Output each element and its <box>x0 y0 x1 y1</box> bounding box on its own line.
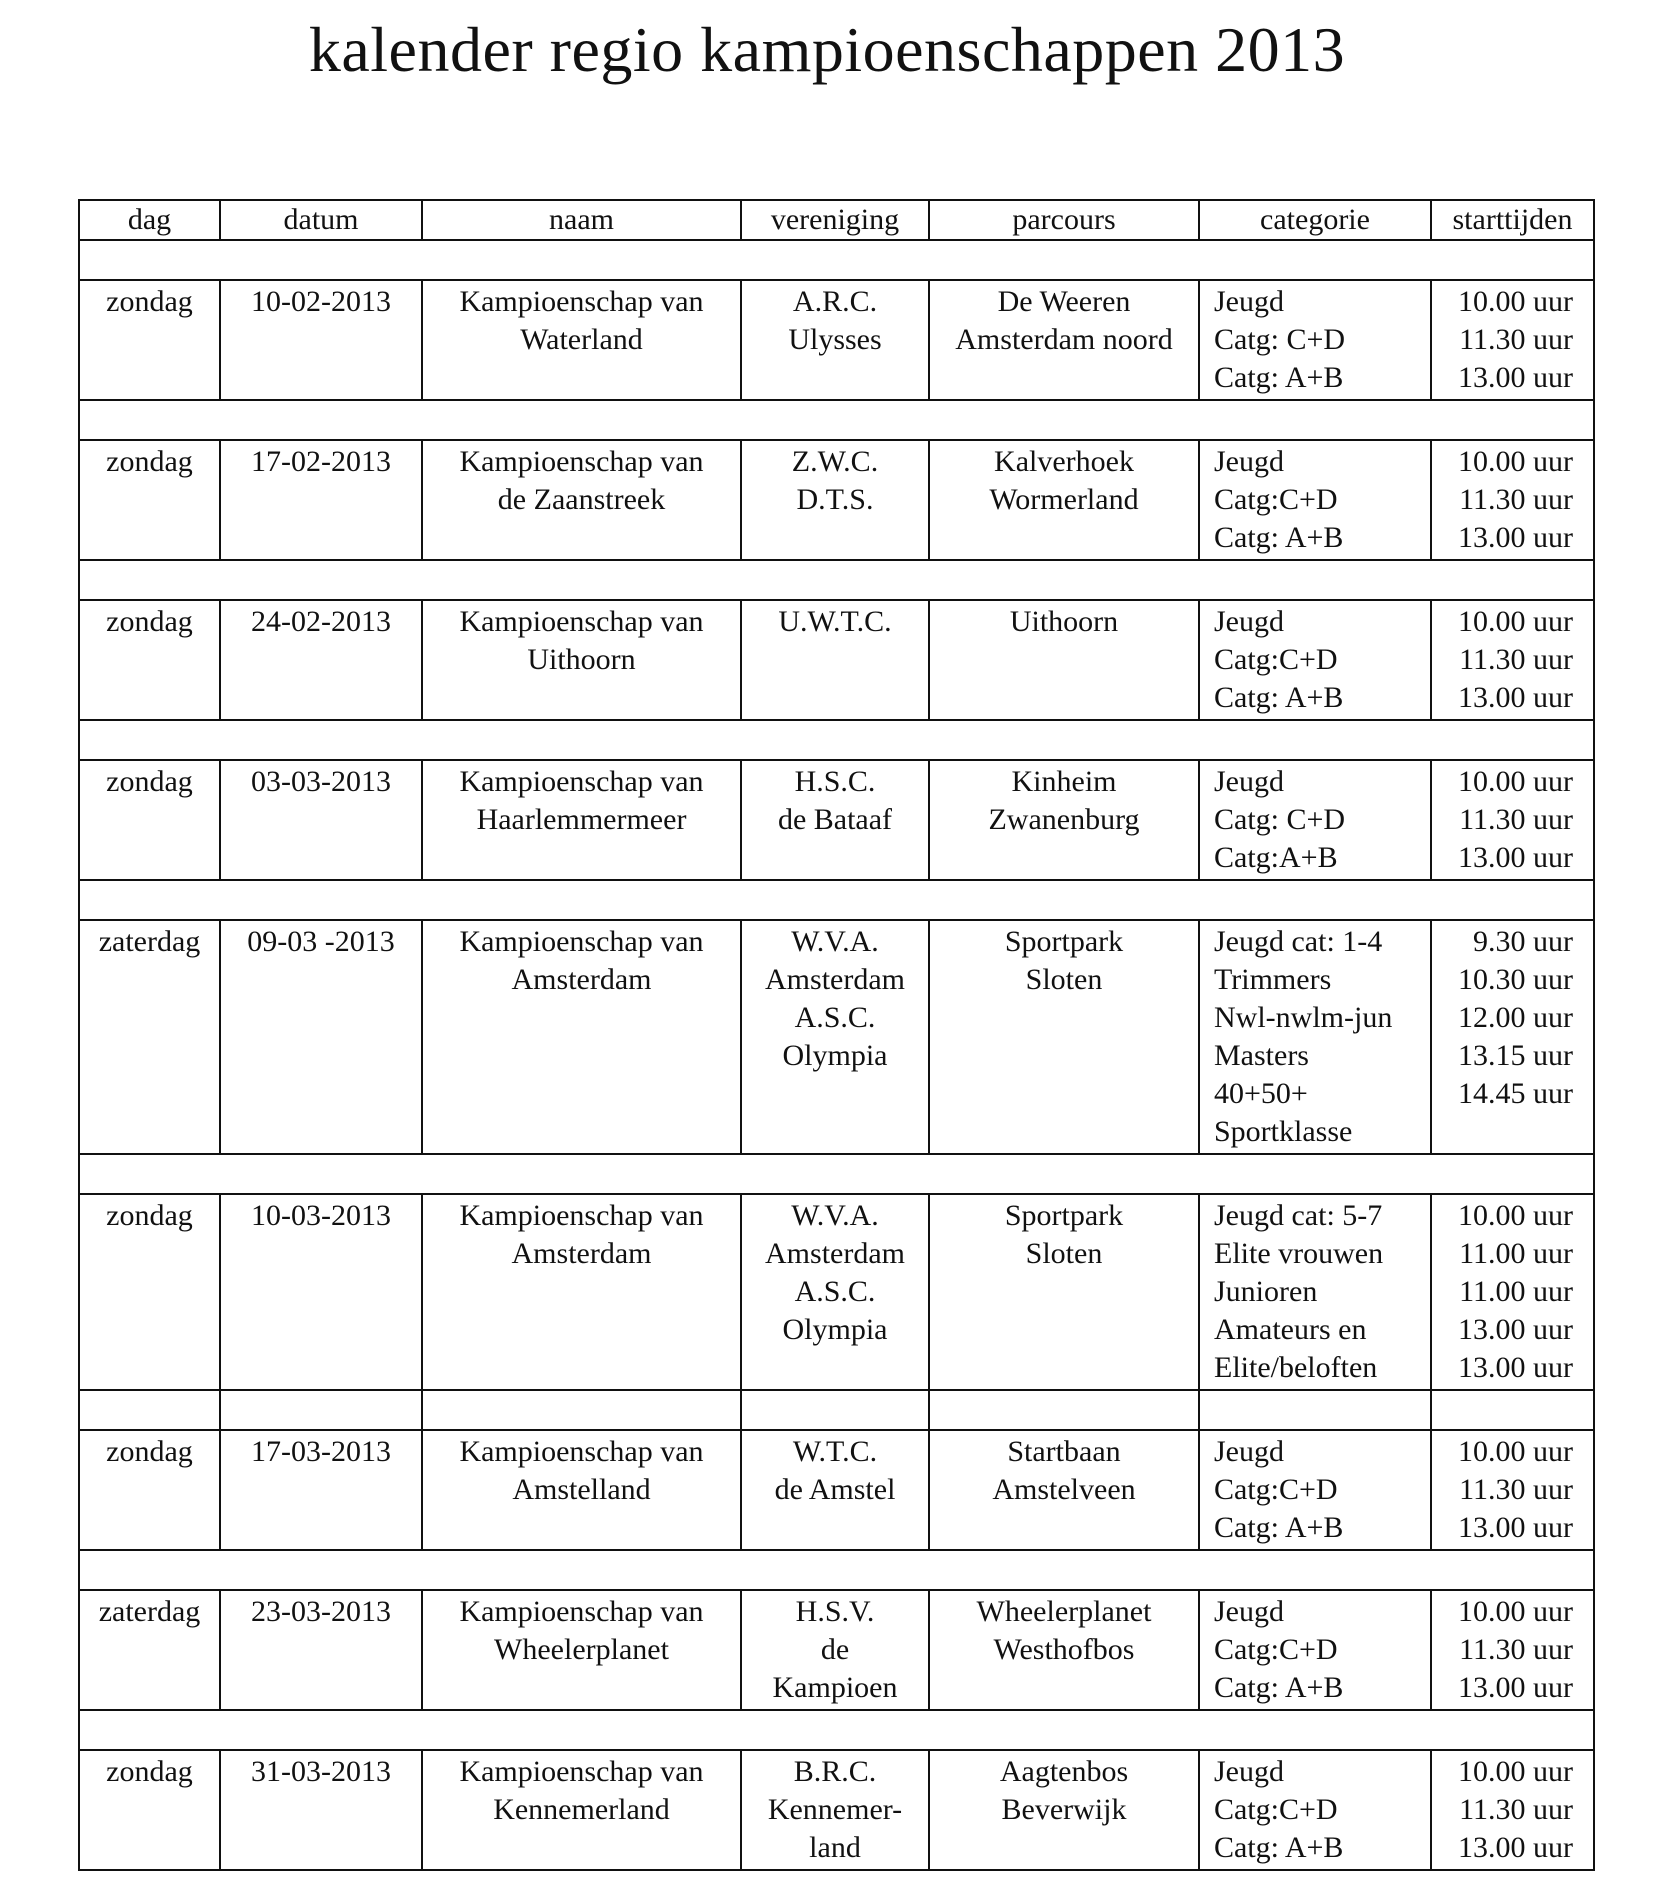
categorie-line: Jeugd cat: 1-4 <box>1214 925 1383 958</box>
spacer-cell <box>79 1550 1594 1590</box>
cell-naam <box>422 1194 741 1390</box>
spacer-row <box>79 1710 1594 1750</box>
vereniging-line: A.S.C. <box>794 1275 876 1308</box>
table-row <box>79 1590 1594 1710</box>
categorie-line: Trimmers <box>1214 963 1332 996</box>
starttijden-line: 11.30 uur <box>1459 1793 1573 1826</box>
naam-line: Kampioenschap van <box>459 925 704 958</box>
cell-datum: 10-02-2013 <box>220 280 422 400</box>
cell-parcours <box>929 1750 1199 1870</box>
categorie-line: Catg: A+B <box>1214 521 1344 554</box>
vereniging-line: A.S.C. <box>794 1001 876 1034</box>
calendar-table <box>78 199 1595 1871</box>
vereniging-line: de Bataaf <box>777 803 893 836</box>
parcours-line: Sportpark <box>1004 1199 1124 1232</box>
spacer-cell <box>220 1390 422 1430</box>
table-row <box>79 1194 1594 1390</box>
cell-dag: zondag <box>79 600 220 720</box>
parcours-line: Westhofbos <box>993 1633 1135 1666</box>
column-header-datum: datum <box>220 200 422 240</box>
vereniging-line: de <box>820 1633 850 1666</box>
column-header-vereniging: vereniging <box>741 200 929 240</box>
parcours-line: Beverwijk <box>1001 1793 1127 1826</box>
categorie-line: Catg:C+D <box>1214 1633 1338 1666</box>
starttijden-line: 11.30 uur <box>1459 803 1573 836</box>
cell-parcours <box>929 600 1199 720</box>
spacer-cell <box>79 1154 1594 1194</box>
starttijden-line: 13.00 uur <box>1458 521 1573 554</box>
cell-datum: 24-02-2013 <box>220 600 422 720</box>
vereniging-line: A.R.C. <box>792 285 878 318</box>
cell-categorie <box>1199 280 1431 400</box>
naam-line: Waterland <box>520 323 643 356</box>
starttijden-line: 10.00 uur <box>1458 445 1573 478</box>
cell-vereniging <box>741 1194 929 1390</box>
cell-dag: zaterdag <box>79 1590 220 1710</box>
naam-line: Amstelland <box>512 1473 651 1506</box>
spacer-row <box>79 1390 1594 1430</box>
categorie-line: Elite/beloften <box>1214 1351 1378 1384</box>
categorie-line: Catg: A+B <box>1214 681 1344 714</box>
vereniging-line: W.T.C. <box>792 1435 878 1468</box>
starttijden-line: 10.30 uur <box>1458 963 1573 996</box>
cell-dag: zondag <box>79 1750 220 1870</box>
cell-categorie <box>1199 920 1431 1154</box>
spacer-cell <box>79 720 1594 760</box>
categorie-line: Sportklasse <box>1214 1115 1353 1148</box>
cell-categorie <box>1199 1194 1431 1390</box>
spacer-row <box>79 1550 1594 1590</box>
cell-categorie <box>1199 440 1431 560</box>
spacer-row <box>79 240 1594 280</box>
vereniging-line: W.V.A. <box>791 925 879 958</box>
vereniging-line: B.R.C. <box>793 1755 877 1788</box>
starttijden-line: 10.00 uur <box>1458 1595 1573 1628</box>
cell-categorie <box>1199 600 1431 720</box>
starttijden-line: 13.00 uur <box>1458 1671 1573 1704</box>
cell-categorie <box>1199 1590 1431 1710</box>
categorie-line: Jeugd <box>1214 1755 1284 1788</box>
categorie-line: Jeugd <box>1214 445 1284 478</box>
column-header-parcours: parcours <box>929 200 1199 240</box>
categorie-line: Jeugd <box>1214 605 1284 638</box>
cell-datum: 23-03-2013 <box>220 1590 422 1710</box>
cell-naam <box>422 1750 741 1870</box>
vereniging-line: Kennemer- <box>767 1793 903 1826</box>
cell-dag: zondag <box>79 760 220 880</box>
cell-vereniging <box>741 600 929 720</box>
cell-starttijden <box>1431 440 1594 560</box>
categorie-line: Catg: C+D <box>1214 803 1346 836</box>
naam-line: Amsterdam <box>511 1237 652 1270</box>
categorie-line: Junioren <box>1214 1275 1318 1308</box>
cell-dag: zaterdag <box>79 920 220 1154</box>
starttijden-line: 11.00 uur <box>1459 1237 1573 1270</box>
parcours-line: Sloten <box>1025 1237 1103 1270</box>
spacer-row <box>79 560 1594 600</box>
parcours-line: De Weeren <box>997 285 1131 318</box>
starttijden-line: 11.30 uur <box>1459 643 1573 676</box>
parcours-line: Sportpark <box>1004 925 1124 958</box>
cell-starttijden <box>1431 1590 1594 1710</box>
page-title: kalender regio kampioenschappen 2013 <box>308 14 1346 85</box>
naam-line: Kampioenschap van <box>459 285 704 318</box>
categorie-line: Catg: A+B <box>1214 1671 1344 1704</box>
cell-datum: 17-03-2013 <box>220 1430 422 1550</box>
starttijden-line: 11.00 uur <box>1459 1275 1573 1308</box>
starttijden-line: 10.00 uur <box>1458 765 1573 798</box>
cell-datum: 10-03-2013 <box>220 1194 422 1390</box>
categorie-line: Catg:C+D <box>1214 1473 1338 1506</box>
vereniging-line: H.S.V. <box>795 1595 875 1628</box>
starttijden-line: 10.00 uur <box>1458 1199 1573 1232</box>
starttijden-line: 13.00 uur <box>1458 361 1573 394</box>
vereniging-line: Kampioen <box>772 1671 898 1704</box>
table-row <box>79 600 1594 720</box>
cell-naam <box>422 1430 741 1550</box>
spacer-row <box>79 400 1594 440</box>
vereniging-line: de Amstel <box>774 1473 896 1506</box>
parcours-line: Zwanenburg <box>988 803 1140 836</box>
column-header-naam: naam <box>422 200 741 240</box>
parcours-line: Wheelerplanet <box>976 1595 1152 1628</box>
cell-starttijden <box>1431 1750 1594 1870</box>
cell-dag: zondag <box>79 1194 220 1390</box>
vereniging-line: Ulysses <box>788 323 882 356</box>
cell-dag: zondag <box>79 280 220 400</box>
starttijden-line: 13.00 uur <box>1458 1831 1573 1864</box>
cell-parcours <box>929 1430 1199 1550</box>
categorie-line: Jeugd <box>1214 765 1284 798</box>
naam-line: Haarlemmermeer <box>476 803 687 836</box>
spacer-cell <box>1431 1390 1594 1430</box>
cell-naam <box>422 760 741 880</box>
naam-line: Kampioenschap van <box>459 1595 704 1628</box>
cell-naam <box>422 600 741 720</box>
cell-datum: 17-02-2013 <box>220 440 422 560</box>
column-header-starttijden: starttijden <box>1431 200 1594 240</box>
cell-parcours <box>929 440 1199 560</box>
vereniging-line: W.V.A. <box>791 1199 879 1232</box>
starttijden-line: 13.15 uur <box>1458 1039 1573 1072</box>
table-row <box>79 760 1594 880</box>
categorie-line: Catg: C+D <box>1214 323 1346 356</box>
naam-line: de Zaanstreek <box>497 483 666 516</box>
categorie-line: Jeugd <box>1214 1595 1284 1628</box>
cell-parcours <box>929 920 1199 1154</box>
spacer-cell <box>79 400 1594 440</box>
categorie-line: Masters <box>1214 1039 1309 1072</box>
categorie-line: Jeugd <box>1214 1435 1284 1468</box>
naam-line: Kampioenschap van <box>459 445 704 478</box>
parcours-line: Uithoorn <box>1009 605 1119 638</box>
table-row <box>79 440 1594 560</box>
vereniging-line: Z.W.C. <box>791 445 879 478</box>
categorie-line: Jeugd cat: 5-7 <box>1214 1199 1383 1232</box>
starttijden-line: 13.00 uur <box>1458 1351 1573 1384</box>
parcours-line: Aagtenbos <box>999 1755 1129 1788</box>
starttijden-line: 11.30 uur <box>1459 1633 1573 1666</box>
spacer-cell <box>79 240 1594 280</box>
categorie-line: Catg: A+B <box>1214 1831 1344 1864</box>
starttijden-line: 9.30 uur <box>1473 925 1573 958</box>
parcours-line: Wormerland <box>989 483 1139 516</box>
cell-parcours <box>929 760 1199 880</box>
cell-vereniging <box>741 280 929 400</box>
spacer-cell <box>79 880 1594 920</box>
cell-parcours <box>929 1194 1199 1390</box>
naam-line: Wheelerplanet <box>494 1633 669 1666</box>
cell-naam <box>422 920 741 1154</box>
naam-line: Kampioenschap van <box>459 1199 704 1232</box>
starttijden-line: 13.00 uur <box>1458 681 1573 714</box>
vereniging-line: Amsterdam <box>765 963 905 996</box>
cell-starttijden <box>1431 280 1594 400</box>
categorie-line: Jeugd <box>1214 285 1284 318</box>
cell-starttijden <box>1431 1430 1594 1550</box>
naam-line: Kampioenschap van <box>459 1755 704 1788</box>
spacer-row <box>79 880 1594 920</box>
column-header-categorie: categorie <box>1199 200 1431 240</box>
spacer-cell <box>79 560 1594 600</box>
column-header-dag: dag <box>79 200 220 240</box>
spacer-cell <box>929 1390 1199 1430</box>
cell-starttijden <box>1431 760 1594 880</box>
categorie-line: Catg:A+B <box>1214 841 1338 874</box>
spacer-cell <box>422 1390 741 1430</box>
cell-datum: 31-03-2013 <box>220 1750 422 1870</box>
cell-vereniging <box>741 760 929 880</box>
starttijden-line: 13.00 uur <box>1458 1313 1573 1346</box>
cell-starttijden <box>1431 600 1594 720</box>
categorie-line: Amateurs en <box>1214 1313 1367 1346</box>
spacer-cell <box>79 1710 1594 1750</box>
naam-line: Kampioenschap van <box>459 605 704 638</box>
naam-line: Kampioenschap van <box>459 765 704 798</box>
starttijden-line: 10.00 uur <box>1458 605 1573 638</box>
spacer-cell <box>79 1390 220 1430</box>
cell-vereniging <box>741 440 929 560</box>
starttijden-line: 10.00 uur <box>1458 285 1573 318</box>
cell-vereniging <box>741 1590 929 1710</box>
starttijden-line: 11.30 uur <box>1459 323 1573 356</box>
cell-starttijden <box>1431 1194 1594 1390</box>
categorie-line: Elite vrouwen <box>1214 1237 1384 1270</box>
parcours-line: Kalverhoek <box>994 445 1134 478</box>
parcours-line: Sloten <box>1025 963 1103 996</box>
table-row <box>79 1430 1594 1550</box>
spacer-cell <box>741 1390 929 1430</box>
table-header-row <box>79 200 1594 240</box>
table-body <box>79 240 1594 1870</box>
starttijden-line: 10.00 uur <box>1458 1435 1573 1468</box>
cell-parcours <box>929 1590 1199 1710</box>
vereniging-line: Olympia <box>782 1039 888 1072</box>
naam-line: Kampioenschap van <box>459 1435 704 1468</box>
vereniging-line: land <box>809 1831 861 1864</box>
vereniging-line: U.W.T.C. <box>778 605 892 638</box>
cell-starttijden <box>1431 920 1594 1154</box>
starttijden-line: 13.00 uur <box>1458 1511 1573 1544</box>
categorie-line: Catg: A+B <box>1214 1511 1344 1544</box>
cell-vereniging <box>741 920 929 1154</box>
table-row <box>79 280 1594 400</box>
categorie-line: 40+50+ <box>1214 1077 1308 1110</box>
starttijden-line: 10.00 uur <box>1458 1755 1573 1788</box>
vereniging-line: Amsterdam <box>765 1237 905 1270</box>
parcours-line: Amsterdam noord <box>955 323 1173 356</box>
parcours-line: Kinheim <box>1011 765 1117 798</box>
starttijden-line: 11.30 uur <box>1459 483 1573 516</box>
cell-dag: zondag <box>79 1430 220 1550</box>
vereniging-line: Olympia <box>782 1313 888 1346</box>
table-row <box>79 920 1594 1154</box>
cell-categorie <box>1199 760 1431 880</box>
cell-naam <box>422 1590 741 1710</box>
vereniging-line: H.S.C. <box>794 765 876 798</box>
naam-line: Kennemerland <box>493 1793 670 1826</box>
table-row <box>79 1750 1594 1870</box>
starttijden-line: 12.00 uur <box>1458 1001 1573 1034</box>
cell-vereniging <box>741 1750 929 1870</box>
categorie-line: Catg: A+B <box>1214 361 1344 394</box>
cell-naam <box>422 440 741 560</box>
naam-line: Uithoorn <box>527 643 636 676</box>
cell-dag: zondag <box>79 440 220 560</box>
categorie-line: Nwl-nwlm-jun <box>1214 1001 1393 1034</box>
cell-vereniging <box>741 1430 929 1550</box>
cell-categorie <box>1199 1430 1431 1550</box>
spacer-row <box>79 1154 1594 1194</box>
spacer-row <box>79 720 1594 760</box>
cell-naam <box>422 280 741 400</box>
cell-datum: 09-03 -2013 <box>220 920 422 1154</box>
categorie-line: Catg:C+D <box>1214 1793 1338 1826</box>
spacer-cell <box>1199 1390 1431 1430</box>
categorie-line: Catg:C+D <box>1214 483 1338 516</box>
categorie-line: Catg:C+D <box>1214 643 1338 676</box>
cell-parcours <box>929 280 1199 400</box>
cell-categorie <box>1199 1750 1431 1870</box>
parcours-line: Startbaan <box>1007 1435 1121 1468</box>
starttijden-line: 11.30 uur <box>1459 1473 1573 1506</box>
cell-datum: 03-03-2013 <box>220 760 422 880</box>
starttijden-line: 14.45 uur <box>1458 1077 1573 1110</box>
starttijden-line: 13.00 uur <box>1458 841 1573 874</box>
naam-line: Amsterdam <box>511 963 652 996</box>
parcours-line: Amstelveen <box>992 1473 1136 1506</box>
vereniging-line: D.T.S. <box>796 483 874 516</box>
